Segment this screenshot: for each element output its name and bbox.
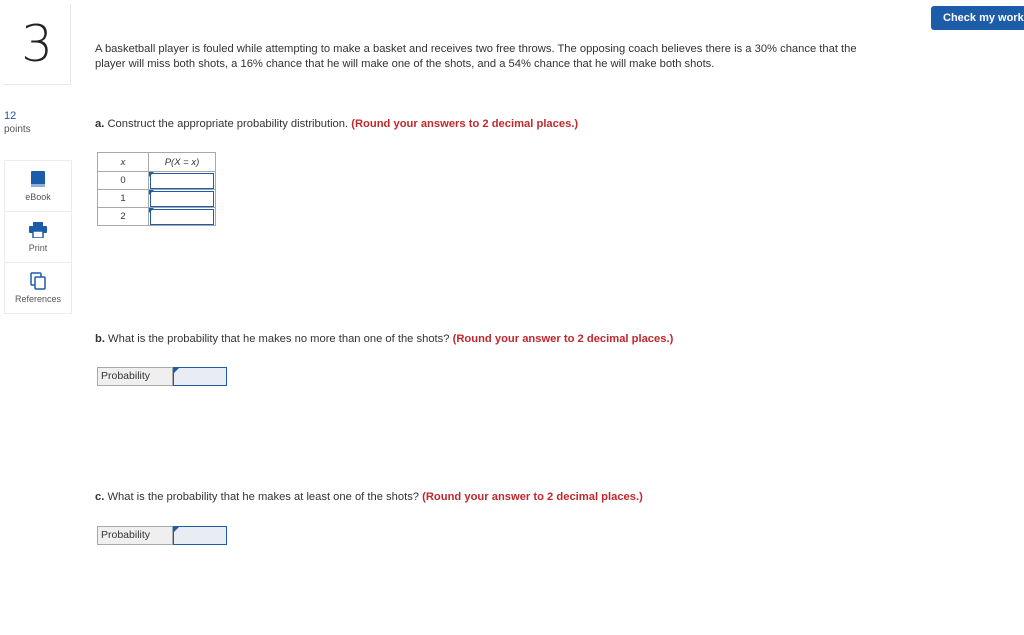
print-label: Print [28, 243, 48, 253]
references-button[interactable] [4, 262, 72, 314]
points-indicator [4, 110, 31, 136]
input-marker-icon [149, 208, 154, 213]
print-button[interactable] [4, 211, 72, 263]
points-value: 12 [4, 110, 17, 122]
part-b-probability-input[interactable] [173, 367, 227, 386]
book-icon [5, 169, 71, 189]
part-b-text: What is the probability that he makes no more than one of the shots? [104, 333, 453, 345]
column-header-x: x [98, 153, 149, 172]
input-marker-icon [149, 190, 154, 195]
probability-input-x0[interactable] [150, 173, 214, 189]
column-header-probability: P(X = x) [149, 153, 216, 172]
points-label: points [4, 124, 31, 135]
part-a-text: Construct the appropriate probability distribution. [104, 118, 352, 130]
references-label: References [14, 294, 62, 304]
input-marker-icon [174, 527, 179, 532]
ebook-label: eBook [25, 192, 51, 202]
part-c-answer-row [97, 526, 227, 545]
input-marker-icon [149, 172, 154, 177]
part-c-probability-input[interactable] [173, 526, 227, 545]
input-marker-icon [174, 368, 179, 373]
x-value: 2 [98, 208, 149, 226]
table-row [98, 208, 216, 226]
probability-input-cell [149, 190, 216, 208]
probability-input-cell [149, 172, 216, 190]
printer-icon [5, 220, 71, 240]
part-b-label: b. [95, 333, 105, 345]
part-c-text: What is the probability that he makes at least one of the shots? [104, 491, 423, 503]
part-c-prompt [95, 491, 643, 503]
x-value: 0 [98, 172, 149, 190]
part-a-prompt [95, 118, 578, 130]
part-c-field-label: Probability [97, 526, 173, 545]
part-c-label: c. [95, 491, 105, 503]
part-b-answer-row [97, 367, 227, 386]
question-text: A basketball player is fouled while attempting to make a basket and receives two free throws. The opposing coach believes there is a 30% chance that the player will miss both shots, a 16% chance that he will make one of the shots, and a 54% chance that he will make both shots. [95, 43, 857, 70]
check-my-work-button[interactable]: Check my work [931, 6, 1024, 30]
part-c-instruction: (Round your answer to 2 decimal places.) [422, 491, 643, 503]
table-row [98, 190, 216, 208]
table-row [98, 172, 216, 190]
probability-input-x1[interactable] [150, 191, 214, 207]
part-b-prompt [95, 333, 673, 345]
x-value: 1 [98, 190, 149, 208]
probability-input-cell [149, 208, 216, 226]
probability-input-x2[interactable] [150, 209, 214, 225]
part-a-instruction: (Round your answers to 2 decimal places.) [351, 118, 579, 130]
ebook-button[interactable] [4, 160, 72, 212]
part-b-field-label: Probability [97, 367, 173, 386]
references-icon [5, 271, 71, 291]
part-a-label: a. [95, 118, 105, 130]
question-number: 3 [4, 4, 71, 85]
probability-distribution-table [97, 152, 216, 226]
part-b-instruction: (Round your answer to 2 decimal places.) [452, 333, 674, 345]
